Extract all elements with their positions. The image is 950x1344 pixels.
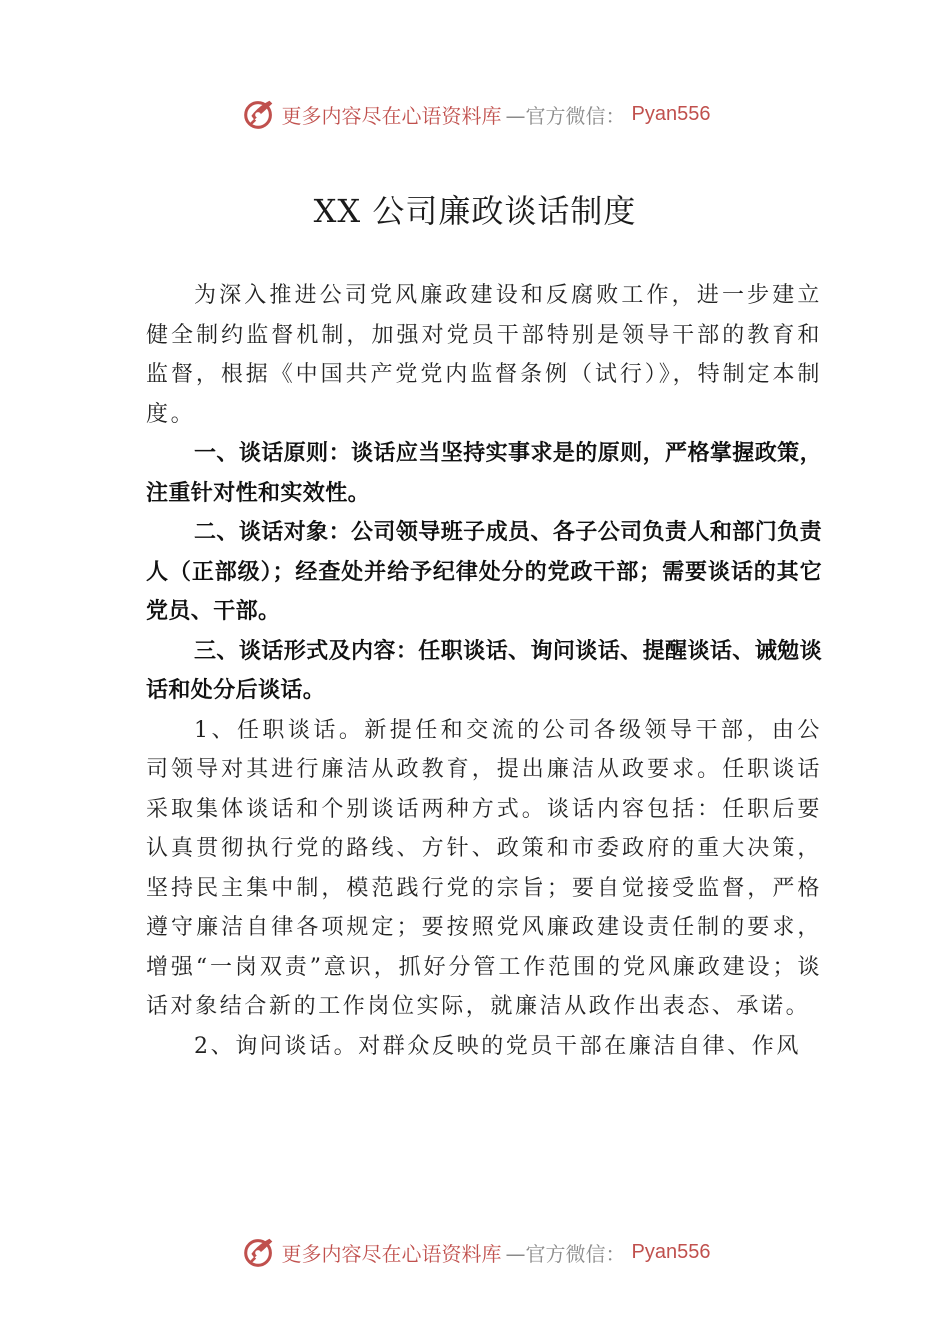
document-body (146, 276, 822, 1066)
banner-account-id: Pyan556 (631, 1240, 711, 1263)
pen-logo-icon (240, 1233, 278, 1271)
banner-wechat-label: 官方微信： (525, 103, 626, 128)
footer-banner (0, 1230, 950, 1274)
document-title: XX 公司廉政谈话制度 (313, 192, 637, 230)
appointment-talk-paragraph: 1、任职谈话。新提任和交流的公司各级领导干部，由公司领导对其进行廉洁从政教育，提出廉洁从政要求。任职谈话采取集体谈话和个别谈话两种方式。谈话内容包括：任职后要认真贯彻执行党的路线、方针、政策和市委政府的重大决策，坚持民主集中制，模范践行党的宗旨；要自觉接受监督，严格遵守廉洁自律各项规定；要按照党风廉政建设责任制的要求，增强“一岗双责”意识，抓好分管工作范围的党风廉政建设；谈话对象结合新的工作岗位实际，就廉洁从政作出表态、承诺。 (146, 717, 822, 1019)
banner-dash: — (505, 103, 526, 128)
banner-slogan: 更多内容尽在心语资料库 (281, 1241, 502, 1266)
pen-logo-icon (240, 95, 278, 133)
banner-label (506, 100, 626, 129)
banner-account-id: Pyan556 (631, 102, 711, 125)
banner-wechat-label: 官方微信： (525, 1241, 626, 1266)
header-banner (0, 92, 950, 136)
banner-slogan: 更多内容尽在心语资料库 (281, 103, 502, 128)
banner-dash: — (505, 1241, 526, 1266)
form-paragraph: 三、谈话形式及内容：任职谈话、询问谈话、提醒谈话、诫勉谈话和处分后谈话。 (146, 638, 822, 703)
intro-paragraph: 为深入推进公司党风廉政建设和反腐败工作，进一步建立健全制约监督机制，加强对党员干部特别是领导干部的教育和监督，根据《中国共产党党内监督条例（试行）》，特制定本制度。 (146, 283, 822, 427)
banner-label (506, 1238, 626, 1267)
inquiry-talk-paragraph: 2、询问谈话。对群众反映的党员干部在廉洁自律、作风 (194, 1033, 801, 1059)
target-paragraph: 二、谈话对象：公司领导班子成员、各子公司负责人和部门负责人（正部级）；经查处并给予纪律处分的党政干部；需要谈话的其它党员、干部。 (146, 520, 822, 624)
principle-paragraph: 一、谈话原则：谈话应当坚持实事求是的原则，严格掌握政策，注重针对性和实效性。 (146, 441, 822, 506)
